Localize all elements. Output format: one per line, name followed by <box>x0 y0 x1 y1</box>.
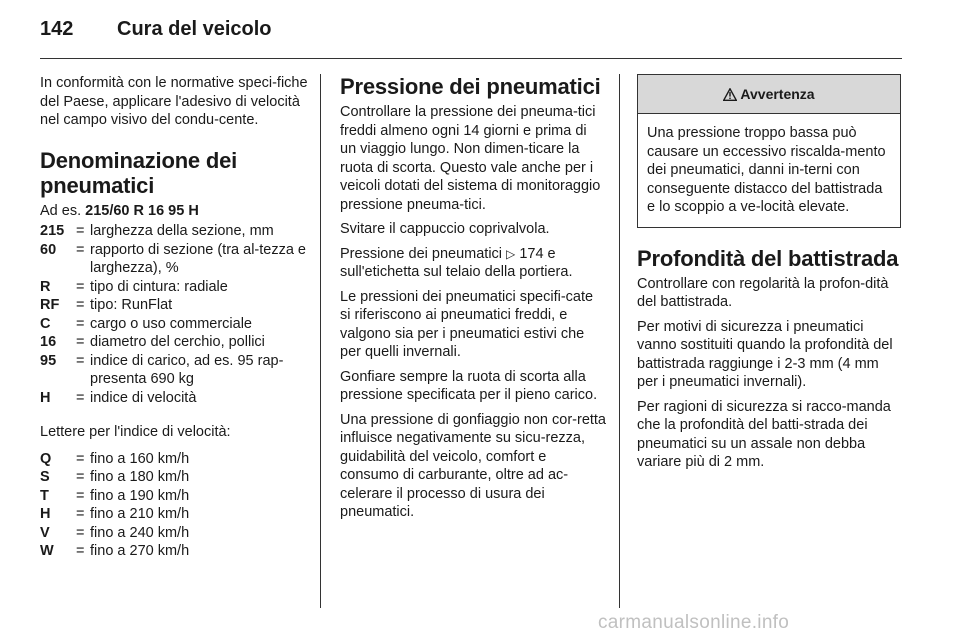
definition-key: R <box>40 278 51 295</box>
section-heading-tread: Profondità del battistrada <box>637 245 899 271</box>
definition-row <box>40 296 308 315</box>
tread-paragraph-1: Controllare con regolarità la profon-dità del battistrada. <box>637 275 889 310</box>
definition-key: 95 <box>40 352 57 369</box>
column-tread-depth <box>637 74 901 478</box>
definition-row <box>40 333 308 352</box>
speed-value: fino a 240 km/h <box>90 524 190 541</box>
pressure-ref-rest: sull'etichetta sul telaio della portiera. <box>340 264 573 280</box>
speed-key: W <box>40 543 54 559</box>
example-code: 215/60 R 16 95 H <box>85 202 199 219</box>
definition-key: H <box>40 389 51 406</box>
definition-key: RF <box>40 297 60 313</box>
speed-row <box>40 542 308 561</box>
equals-sign: = <box>76 315 85 332</box>
example-line <box>40 202 308 221</box>
speed-value: fino a 160 km/h <box>90 450 190 467</box>
intro-paragraph: In conformità con le normative speci-fiche del Paese, applicare l'adesivo di velocità nel campo visivo del condu-cente. <box>40 75 308 128</box>
speed-value: fino a 190 km/h <box>90 487 190 504</box>
speed-key: H <box>40 506 51 522</box>
page-title: Cura del veicolo <box>117 18 272 40</box>
speed-index-list <box>40 450 308 561</box>
pressure-paragraph-3 <box>340 245 606 282</box>
definition-row <box>40 241 308 278</box>
header-rule <box>40 58 902 59</box>
equals-sign: = <box>76 487 85 504</box>
equals-sign: = <box>76 278 85 295</box>
speed-value: fino a 180 km/h <box>90 469 190 485</box>
column-divider-1 <box>320 74 321 608</box>
pressure-paragraph-2: Svitare il cappuccio coprivalvola. <box>340 221 550 237</box>
speed-key: S <box>40 469 50 485</box>
equals-sign: = <box>76 389 85 406</box>
definition-key: 60 <box>40 241 57 258</box>
speed-row <box>40 450 308 469</box>
definition-key: 215 <box>40 223 65 239</box>
speed-row <box>40 468 308 487</box>
speed-index-heading: Lettere per l'indice di velocità: <box>40 424 231 440</box>
equals-sign: = <box>76 543 85 559</box>
definition-row <box>40 352 308 389</box>
definition-key: 16 <box>40 334 57 350</box>
pressure-ref-text: Pressione dei pneumatici <box>340 245 503 262</box>
speed-key: V <box>40 524 50 541</box>
speed-key: Q <box>40 450 52 467</box>
section-heading-pressure: Pressione dei pneumatici <box>340 74 601 99</box>
warning-box <box>637 74 901 228</box>
column-tire-pressure <box>340 74 606 528</box>
definition-value: diametro del cerchio, pollici <box>90 334 265 350</box>
pressure-paragraph-4: Le pressioni dei pneumatici specifi-cate si riferiscono ai pneumatici freddi, e valgono sia per i pneumatici estivi che per quelli invernali. <box>340 288 594 360</box>
pressure-ref-page[interactable]: 174 e <box>519 245 556 262</box>
speed-row <box>40 487 308 506</box>
speed-key: T <box>40 487 49 504</box>
page-reference-icon[interactable]: ▷ <box>506 246 516 261</box>
definition-key: C <box>40 315 51 332</box>
definition-row <box>40 315 308 334</box>
column-divider-2 <box>619 74 620 608</box>
definition-value: indice di velocità <box>90 389 197 406</box>
watermark: carmanualsonline.info <box>598 612 790 633</box>
tread-paragraph-2: Per motivi di sicurezza i pneumatici vanno sostituiti quando la profondità del battistrada raggiunge i 2-3 mm (4 mm per i pneumatici invernali). <box>637 318 893 390</box>
definition-value: tipo: RunFlat <box>90 297 173 313</box>
definition-value: tipo di cintura: radiale <box>90 278 228 295</box>
definition-value: indice di carico, ad es. 95 rap-presenta 690 kg <box>90 352 284 387</box>
column-tire-designation <box>40 74 308 561</box>
equals-sign: = <box>76 506 85 522</box>
pressure-paragraph-6: Una pressione di gonfiaggio non cor-retta influisce negativamente su sicu-rezza, guidabilità del veicolo, comfort e consumo di carburante, oltre ad ac-celerare il processo di usura dei pneumatici. <box>340 411 606 520</box>
definition-row <box>40 389 308 408</box>
equals-sign: = <box>76 469 85 485</box>
definition-row <box>40 278 308 297</box>
tread-paragraph-3: Per ragioni di sicurezza si racco-manda che la profondità del batti-strada dei pneumatici su un assale non debba variare più di 2 mm. <box>637 398 891 470</box>
speed-row <box>40 505 308 524</box>
definition-value: rapporto di sezione (tra al-tezza e larghezza), % <box>90 241 306 276</box>
pressure-paragraph-5: Gonfiare sempre la ruota di scorta alla pressione specificata per il pieno carico. <box>340 368 598 403</box>
warning-body: Una pressione troppo bassa può causare un eccessivo riscalda-mento dei pneumatici, danni in-terni con conseguente distacco del battistrada e lo scoppio a ve-locità elevate. <box>647 125 886 215</box>
equals-sign: = <box>76 524 85 541</box>
page-number: 142 <box>40 18 74 40</box>
example-prefix: Ad es. <box>40 202 82 219</box>
speed-value: fino a 270 km/h <box>90 543 190 559</box>
definition-row <box>40 222 308 241</box>
section-heading-designation: Denominazione dei pneumatici <box>40 147 238 198</box>
equals-sign: = <box>76 223 85 239</box>
definition-value: larghezza della sezione, mm <box>90 223 274 239</box>
equals-sign: = <box>76 450 85 467</box>
equals-sign: = <box>76 241 85 258</box>
definition-list <box>40 222 308 407</box>
warning-title: Avvertenza <box>740 85 815 102</box>
pressure-paragraph-1: Controllare la pressione dei pneuma-tici freddi almeno ogni 14 giorni e prima di un viaggio lungo. Non dimen-ticare la ruota di scorta. Questo vale anche per i veicoli dotati del sistema di monitoraggio pressione pneuma-tici. <box>340 104 601 213</box>
definition-value: cargo o uso commerciale <box>90 315 252 332</box>
speed-row <box>40 524 308 543</box>
equals-sign: = <box>76 334 85 350</box>
warning-header <box>638 75 900 114</box>
equals-sign: = <box>76 352 85 369</box>
warning-triangle-icon <box>723 88 737 101</box>
equals-sign: = <box>76 297 85 313</box>
speed-value: fino a 210 km/h <box>90 506 190 522</box>
